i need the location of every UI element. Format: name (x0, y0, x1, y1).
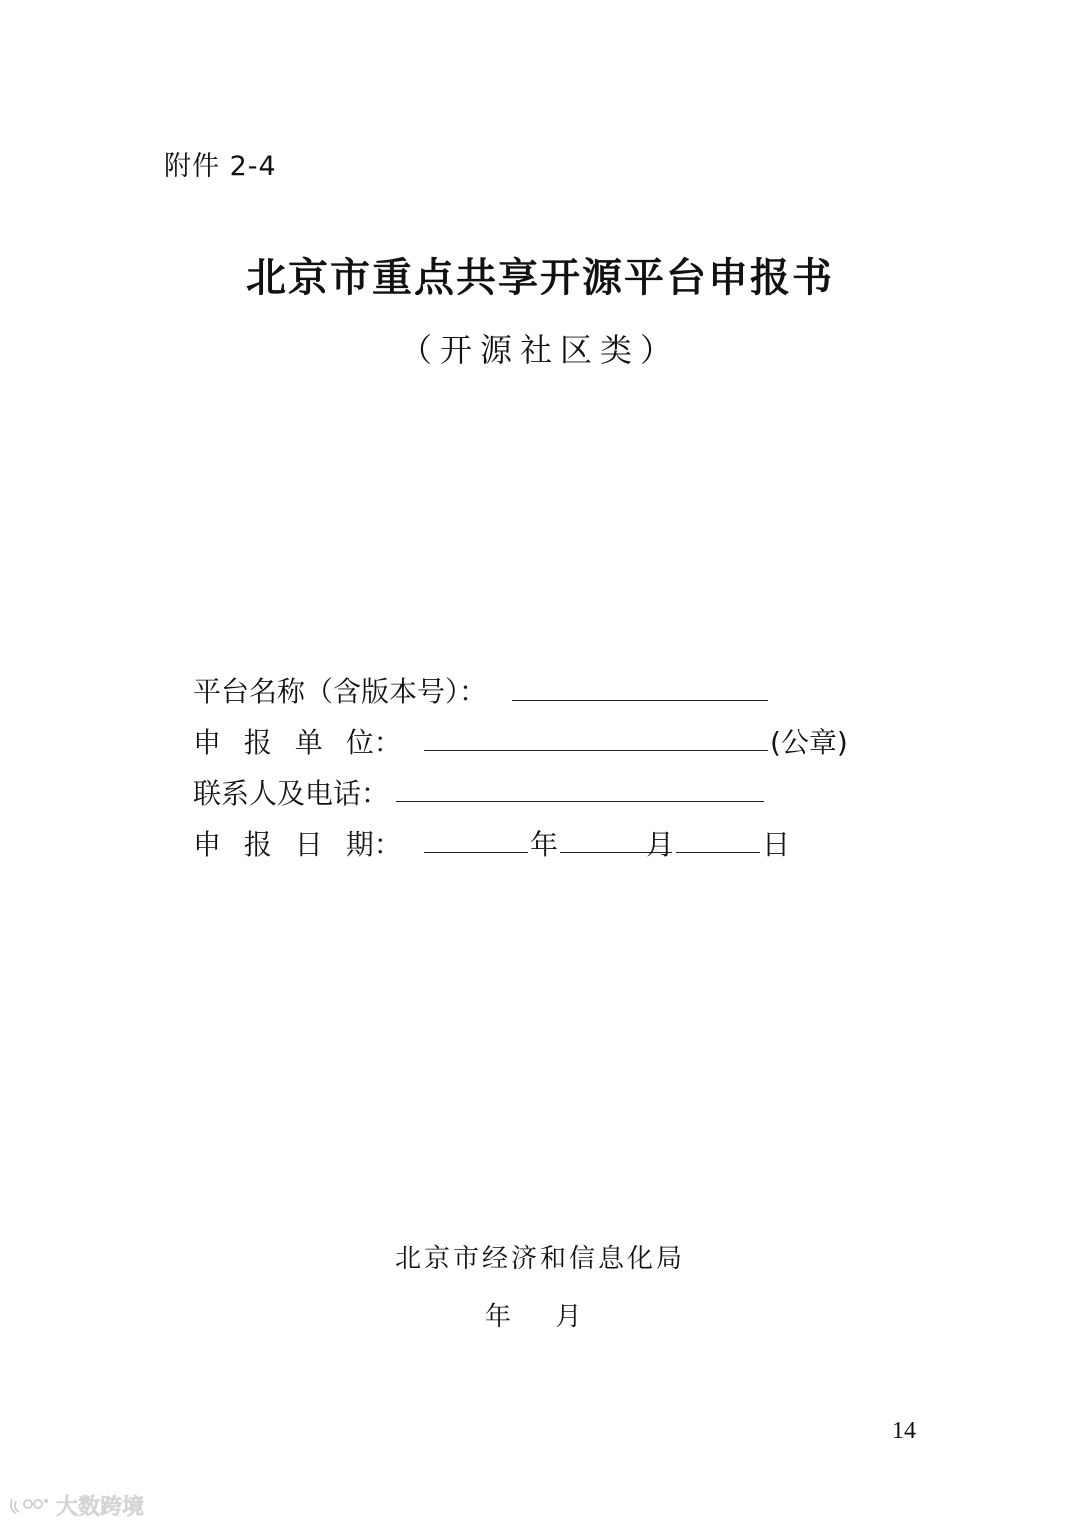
year-line[interactable] (424, 852, 528, 853)
issuer-name: 北京市经济和信息化局 (394, 1244, 685, 1274)
footer-month: 月 (555, 1302, 582, 1332)
applicant-label: 申 报 单 位： (193, 726, 402, 759)
document-subtitle: （开源社区类） (399, 331, 680, 369)
year-label: 年 (530, 828, 559, 861)
contact-line[interactable] (396, 801, 764, 802)
month-label: 月 (646, 828, 675, 861)
seal-label: (公章) (770, 726, 848, 759)
watermark (8, 1490, 144, 1521)
watermark-text: 大数跨境 (56, 1495, 145, 1520)
date-label: 申 报 日 期： (193, 828, 402, 861)
logo-icon (8, 1495, 50, 1517)
attachment-label: 附件 2-4 (164, 151, 277, 182)
day-line[interactable] (676, 852, 760, 853)
applicant-line[interactable] (424, 750, 768, 751)
day-label: 日 (762, 828, 791, 861)
document-title: 北京市重点共享开源平台申报书 (246, 255, 834, 301)
contact-label: 联系人及电话： (193, 777, 390, 810)
issue-date (485, 1296, 582, 1333)
page-number: 14 (892, 1418, 916, 1444)
footer-year: 年 (485, 1302, 512, 1332)
platform-name-line[interactable] (512, 700, 768, 701)
platform-name-label: 平台名称（含版本号）： (193, 675, 488, 708)
